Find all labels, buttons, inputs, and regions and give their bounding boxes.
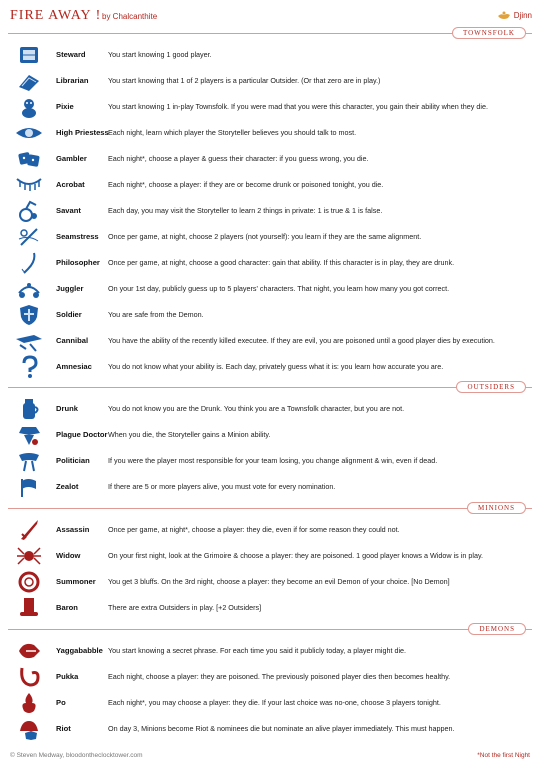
- jinx-label: Djinn: [513, 10, 532, 20]
- role-name: Pixie: [56, 102, 74, 111]
- role-row-pukka: [8, 666, 532, 688]
- zealot-icon: [16, 475, 42, 499]
- role-row-juggler: [8, 278, 532, 300]
- role-row-librarian: [8, 70, 532, 92]
- role-ability: You start knowing 1 good player.: [108, 50, 212, 59]
- role-name: Zealot: [56, 482, 79, 491]
- section-header-townsfolk: [8, 27, 532, 39]
- role-row-widow: [8, 545, 532, 567]
- role-row-riot: [8, 718, 532, 740]
- role-name: Plague Doctor: [56, 430, 108, 439]
- role-ability: You have the ability of the recently killed executee. If they are evil, you are poisoned until a good player dies by execution.: [108, 336, 495, 345]
- role-name: Assassin: [56, 525, 90, 534]
- role-ability: Each night, learn which player the Storyteller believes you should talk to most.: [108, 128, 357, 137]
- script-header: [8, 8, 532, 28]
- role-ability: You start knowing that 1 of 2 players is a particular Outsider. (Or that zero are in play.): [108, 76, 381, 85]
- high-priestess-icon: [16, 121, 42, 145]
- role-ability: Once per game, at night, choose 2 players (not yourself): you learn if they are the same alignment.: [108, 232, 422, 241]
- role-ability: You do not know you are the Drunk. You think you are a Townsfolk character, but you are not.: [108, 404, 405, 413]
- cannibal-icon: [16, 329, 42, 353]
- seamstress-icon: [16, 225, 42, 249]
- role-row-philosopher: [8, 252, 532, 274]
- role-row-acrobat: [8, 174, 532, 196]
- role-ability: On day 3, Minions become Riot & nominees die but nominate an alive player immediately. This must happen.: [108, 724, 455, 733]
- summoner-icon: [16, 570, 42, 594]
- section-header-outsiders: [8, 381, 532, 393]
- acrobat-icon: [16, 173, 42, 197]
- role-row-soldier: [8, 304, 532, 326]
- baron-icon: [16, 596, 42, 620]
- role-name: Seamstress: [56, 232, 99, 241]
- amnesiac-icon: [16, 355, 42, 379]
- plague-doctor-icon: [16, 423, 42, 447]
- role-row-po: [8, 692, 532, 714]
- yaggababble-icon: [16, 639, 42, 663]
- role-name: Summoner: [56, 577, 96, 586]
- role-ability: On your first night, look at the Grimoire & choose a player: they are poisoned. 1 good player knows a Widow is in play.: [108, 551, 484, 560]
- role-row-gambler: [8, 148, 532, 170]
- role-name: Philosopher: [56, 258, 100, 267]
- role-ability: You start knowing 1 in-play Townsfolk. If you were mad that you were this character, you gain their ability when they die.: [108, 102, 488, 111]
- copyright-text: © Steven Medway, bloodontheclocktower.com: [10, 752, 143, 759]
- role-name: Yaggababble: [56, 646, 103, 655]
- role-name: Cannibal: [56, 336, 89, 345]
- role-ability: Once per game, at night, choose a good character: gain that ability. If this character is in play, they are drunk.: [108, 258, 455, 267]
- po-icon: [16, 691, 42, 715]
- section-label: TOWNSFOLK: [452, 27, 526, 39]
- section-label: OUTSIDERS: [456, 381, 526, 393]
- drunk-icon: [16, 397, 42, 421]
- role-ability: Each day, you may visit the Storyteller to learn 2 things in private: 1 is true & 1 is false.: [108, 206, 383, 215]
- role-name: Librarian: [56, 76, 89, 85]
- role-name: Widow: [56, 551, 81, 560]
- role-ability: You do not know what your ability is. Each day, privately guess what it is: you learn how accurate you are.: [108, 362, 444, 371]
- role-ability: On your 1st day, publicly guess up to 5 players' characters. That night, you learn how many you got correct.: [108, 284, 450, 293]
- pukka-icon: [16, 665, 42, 689]
- role-name: Acrobat: [56, 180, 85, 189]
- role-name: Drunk: [56, 404, 78, 413]
- role-name: Steward: [56, 50, 86, 59]
- juggler-icon: [16, 277, 42, 301]
- djinn-lamp-icon: [497, 10, 511, 20]
- role-name: Soldier: [56, 310, 82, 319]
- role-ability: There are extra Outsiders in play. [+2 Outsiders]: [108, 603, 262, 612]
- role-row-assassin: [8, 519, 532, 541]
- first-night-note: *Not the first Night: [477, 752, 530, 759]
- script-author: by Chalcanthite: [102, 12, 158, 21]
- role-row-cannibal: [8, 330, 532, 352]
- section-label: DEMONS: [468, 623, 526, 635]
- role-ability: You get 3 bluffs. On the 3rd night, choose a player: they become an evil Demon of your choice. [No Demon]: [108, 577, 450, 586]
- role-name: Juggler: [56, 284, 84, 293]
- role-row-baron: [8, 597, 532, 619]
- role-row-pixie: [8, 96, 532, 118]
- section-label: MINIONS: [467, 502, 526, 514]
- role-row-politician: [8, 450, 532, 472]
- role-name: Po: [56, 698, 66, 707]
- role-ability: If there are 5 or more players alive, you must vote for every nomination.: [108, 482, 336, 491]
- role-row-zealot: [8, 476, 532, 498]
- role-row-summoner: [8, 571, 532, 593]
- role-row-seamstress: [8, 226, 532, 248]
- riot-icon: [16, 717, 42, 741]
- role-ability: If you were the player most responsible for your team losing, you change alignment & win, even if dead.: [108, 456, 438, 465]
- philosopher-icon: [16, 251, 42, 275]
- role-name: Baron: [56, 603, 78, 612]
- gambler-icon: [16, 147, 42, 171]
- role-name: Savant: [56, 206, 81, 215]
- role-name: High Priestess: [56, 128, 109, 137]
- role-ability: You start knowing a secret phrase. For each time you said it publicly today, a player might die.: [108, 646, 407, 655]
- role-name: Riot: [56, 724, 71, 733]
- role-name: Amnesiac: [56, 362, 92, 371]
- role-name: Gambler: [56, 154, 87, 163]
- role-name: Politician: [56, 456, 90, 465]
- role-row-savant: [8, 200, 532, 222]
- role-ability: Once per game, at night*, choose a player: they die, even if for some reason they could not.: [108, 525, 400, 534]
- role-ability: Each night*, choose a player & guess their character: if you guess wrong, you die.: [108, 154, 369, 163]
- role-ability: Each night*, choose a player: if they are or become drunk or poisoned tonight, you die.: [108, 180, 384, 189]
- role-ability: When you die, the Storyteller gains a Minion ability.: [108, 430, 271, 439]
- role-row-drunk: [8, 398, 532, 420]
- script-title: FIRE AWAY !: [10, 8, 102, 23]
- steward-icon: [16, 43, 42, 67]
- savant-icon: [16, 199, 42, 223]
- politician-icon: [16, 449, 42, 473]
- pixie-icon: [16, 95, 42, 119]
- assassin-icon: [16, 518, 42, 542]
- librarian-icon: [16, 69, 42, 93]
- role-row-high-priestess: [8, 122, 532, 144]
- role-ability: You are safe from the Demon.: [108, 310, 204, 319]
- role-ability: Each night, choose a player: they are poisoned. The previously poisoned player dies then becomes healthy.: [108, 672, 451, 681]
- section-header-demons: [8, 623, 532, 635]
- soldier-icon: [16, 303, 42, 327]
- section-header-minions: [8, 502, 532, 514]
- role-name: Pukka: [56, 672, 79, 681]
- role-row-plague-doctor: [8, 424, 532, 446]
- widow-icon: [16, 544, 42, 568]
- jinx-indicator: [497, 10, 532, 20]
- role-row-steward: [8, 44, 532, 66]
- role-row-amnesiac: [8, 356, 532, 378]
- role-row-yaggababble: [8, 640, 532, 662]
- role-ability: Each night*, you may choose a player: they die. If your last choice was no-one, choose 3 players tonight.: [108, 698, 441, 707]
